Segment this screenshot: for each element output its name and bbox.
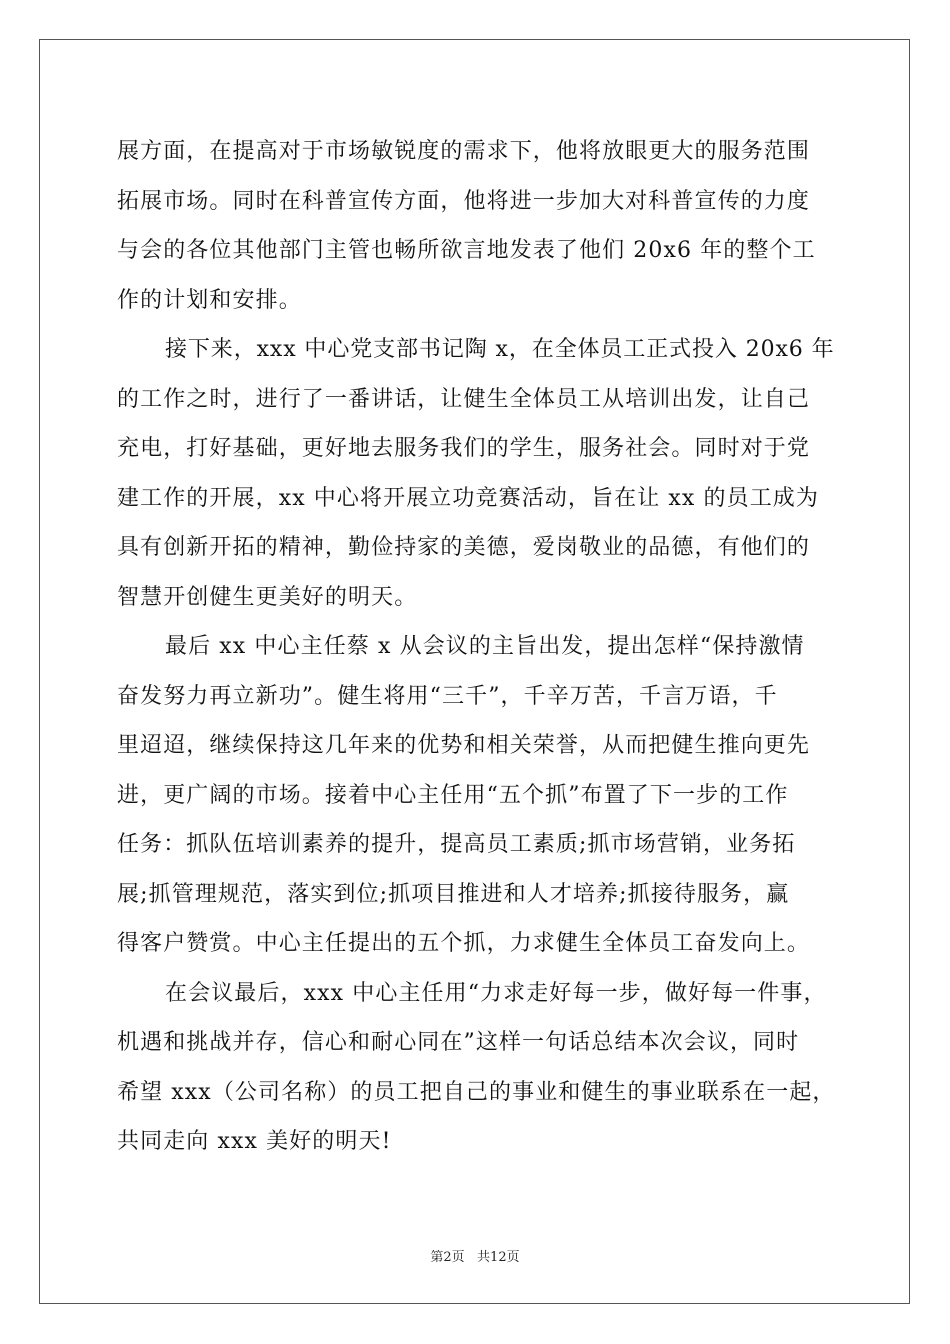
text-line: 作的计划和安排。: [117, 287, 302, 313]
text-line: 的工作之时，进行了一番讲话，让健生全体员工从培训出发，让自己: [117, 386, 811, 412]
text-line: 机遇和挑战并存，信心和耐心同在”这样一句话总结本次会议，同时: [117, 1030, 800, 1055]
text-line: 希望 xxx（公司名称）的员工把自己的事业和健生的事业联系在一起，: [117, 1079, 836, 1105]
paragraph-first-line: 在会议最后，xxx 中心主任用“力求走好每一步，做好每一件事，: [165, 980, 827, 1006]
text-line: 充电，打好基础，更好地去服务我们的学生，服务社会。同时对于党: [117, 436, 811, 461]
text-line: 共同走向 xxx 美好的明天!: [117, 1129, 392, 1154]
text-line: 具有创新开拓的精神，勤俭持家的美德，爱岗敬业的品德，有他们的: [117, 535, 811, 560]
text-line: 里迢迢，继续保持这几年来的优势和相关荣誉，从而把健生推向更先: [117, 733, 811, 758]
text-line: 智慧开创健生更美好的明天。: [117, 584, 418, 610]
page-number: 第2页 共12页: [430, 1250, 520, 1265]
text-line: 展;抓管理规范，落实到位;抓项目推进和人才培养;抓接待服务，赢: [117, 881, 790, 907]
text-line: 与会的各位其他部门主管也畅所欲言地发表了他们 20x6 年的整个工: [117, 238, 816, 263]
text-line: 展方面，在提高对于市场敏锐度的需求下，他将放眼更大的服务范围: [117, 139, 811, 164]
document-body: [117, 127, 837, 1167]
text-line: 奋发努力再立新功”。健生将用“三千”，千辛万苦，千言万语，千: [117, 683, 778, 709]
text-line: 得客户赞赏。中心主任提出的五个抓，力求健生全体员工奋发向上。: [117, 931, 811, 956]
paragraph-first-line: 接下来，xxx 中心党支部书记陶 x，在全体员工正式投入 20x6 年: [165, 337, 835, 362]
text-line: 拓展市场。同时在科普宣传方面，他将进一步加大对科普宣传的力度: [117, 188, 811, 214]
text-line: 任务：抓队伍培训素养的提升，提高员工素质;抓市场营销，业务拓: [117, 832, 796, 857]
text-line: 进，更广阔的市场。接着中心主任用“五个抓”布置了下一步的工作: [117, 782, 789, 808]
paragraph-first-line: 最后 xx 中心主任蔡 x 从会议的主旨出发，提出怎样“保持激情: [165, 634, 805, 659]
text-line: 建工作的开展，xx 中心将开展立功竞赛活动，旨在让 xx 的员工成为: [117, 485, 820, 511]
